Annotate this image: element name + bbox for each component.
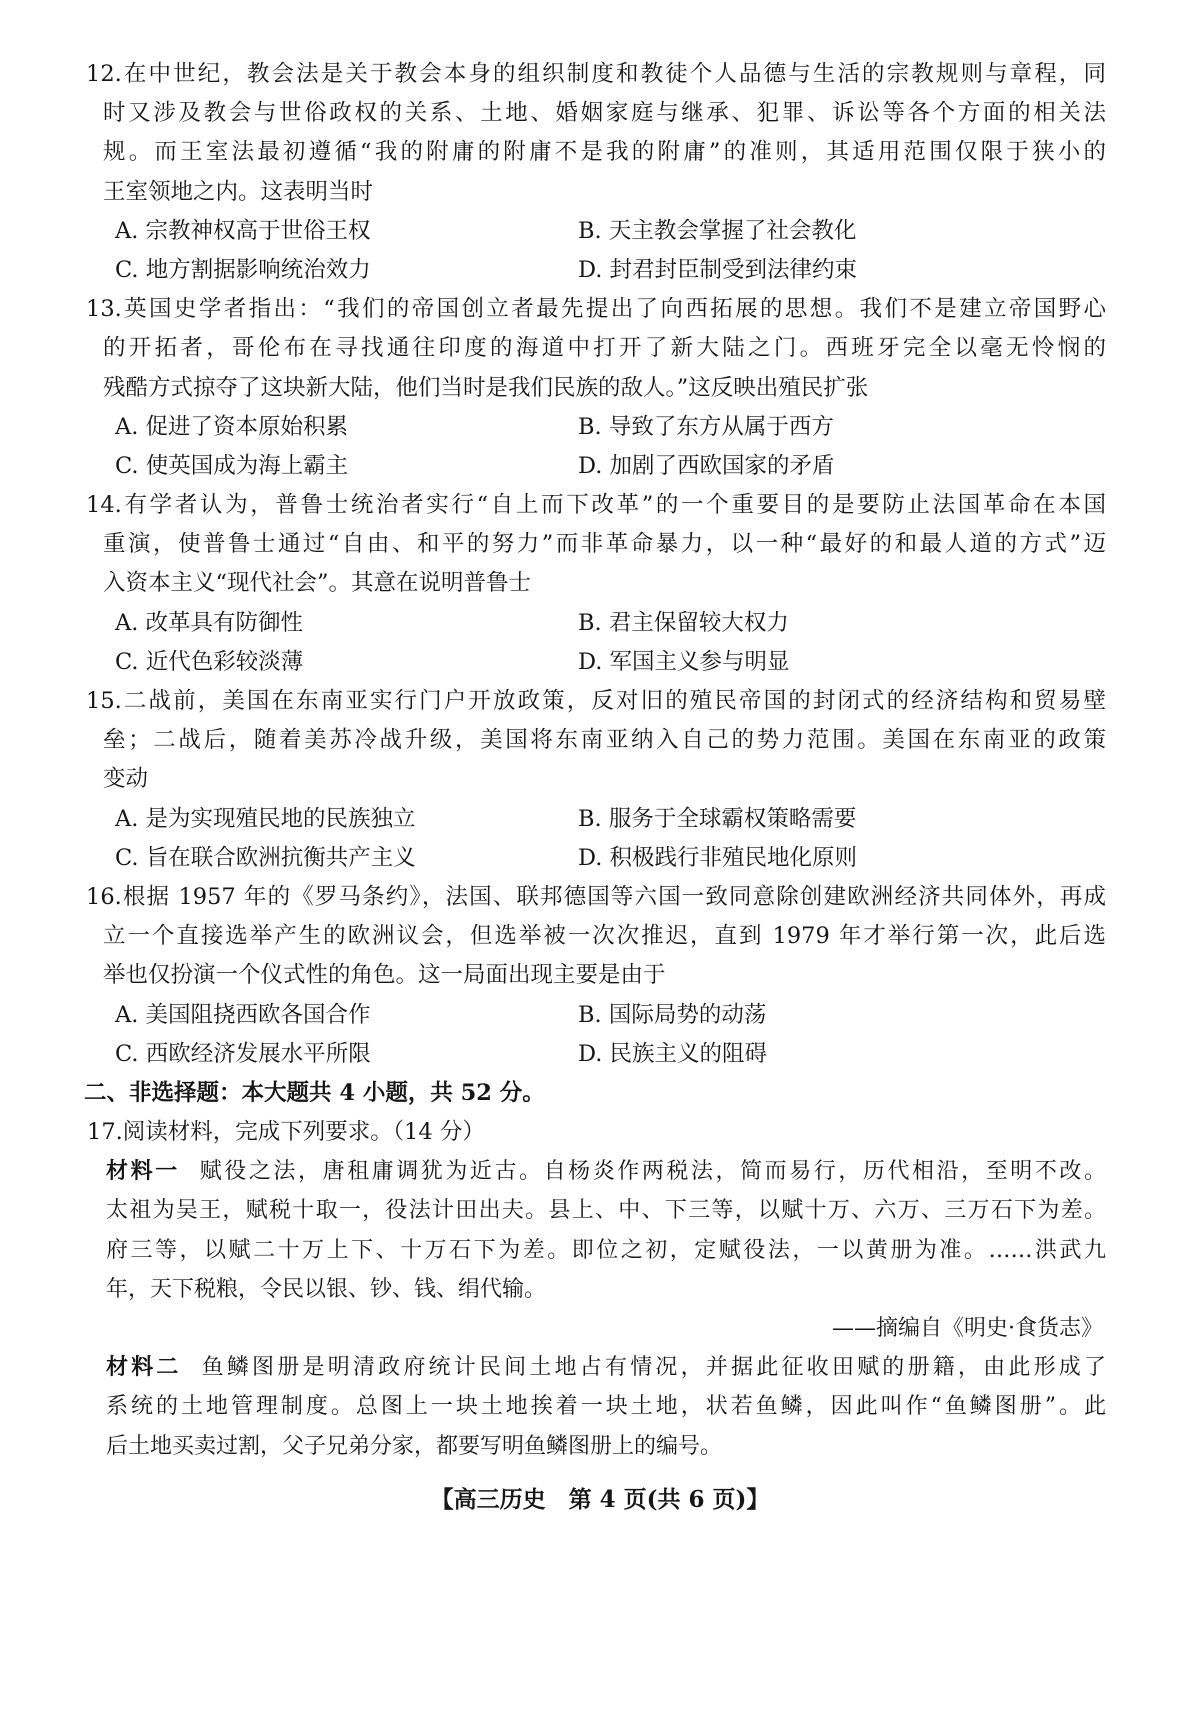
option-c: C. 使英国成为海上霸主 (115, 452, 349, 479)
options-row (115, 251, 1105, 290)
option-a: A. 促进了资本原始积累 (115, 413, 349, 440)
question-text-line: 垒；二战后，随着美苏冷战升级，美国将东南亚纳入自己的势力范围。美国在东南亚的政策 (103, 727, 1106, 754)
question-number: 12. (86, 61, 122, 87)
options-row (115, 1035, 1105, 1074)
option-c: C. 近代色彩较淡薄 (115, 648, 304, 675)
material-text-line: 系统的土地管理制度。总图上一块土地挨着一块土地，状若鱼鳞，因此叫作“鱼鳞图册”。此 (106, 1394, 1106, 1420)
material-text-line: 后土地买卖过割，父子兄弟分家，都要写明鱼鳞图册上的编号。 (106, 1433, 723, 1459)
question-number: 17. (87, 1119, 123, 1146)
material-label: 材料二 (106, 1354, 182, 1381)
material-source: ——摘编自《明史·食货志》 (832, 1316, 1103, 1341)
question-text-line (86, 486, 1106, 525)
question-17 (0, 1113, 1200, 1466)
question-text-line: 残酷方式掠夺了这块新大陆，他们当时是我们民族的敌人。”这反映出殖民扩张 (103, 374, 869, 401)
material-1 (0, 1152, 1200, 1348)
material-text-line (106, 1152, 1106, 1191)
option-d: D. 积极践行非殖民地化原则 (578, 844, 858, 871)
question-13 (0, 290, 1200, 486)
question-text-line: 变动 (103, 766, 149, 793)
option-b: B. 服务于全球霸权策略需要 (578, 805, 857, 832)
options-row (115, 604, 1105, 643)
option-b: B. 天主教会掌握了社会教化 (578, 217, 857, 244)
option-c: C. 西欧经济发展水平所限 (115, 1040, 371, 1067)
question-number: 16. (86, 883, 122, 910)
question-text-line: 重演，使普鲁士通过“自由、和平的努力”而非革命暴力，以一种“最好的和最人道的方式”迈 (103, 531, 1106, 558)
question-number: 14. (86, 492, 122, 519)
options-row (115, 447, 1105, 486)
question-text-line: 立一个直接选举产生的欧洲议会，但选举被一次次推迟，直到 1979 年才举行第一次，此后选 (103, 923, 1106, 950)
material-text-line: 府三等，以赋二十万上下、十万石下为差。即位之初，定赋役法，一以黄册为准。……洪武九 (106, 1237, 1106, 1263)
options-row (115, 212, 1105, 251)
option-b: B. 君主保留较大权力 (578, 609, 789, 636)
option-b: B. 导致了东方从属于西方 (578, 413, 834, 440)
material-text-line: 太祖为吴王，赋税十取一，役法计田出夫。县上、中、下三等，以赋十万、六万、三万石下为差。 (106, 1198, 1106, 1224)
question-text-line (86, 55, 1106, 94)
option-d: D. 封君封臣制受到法律约束 (578, 256, 858, 283)
option-d: D. 加剧了西欧国家的矛盾 (578, 452, 835, 479)
option-c: C. 旨在联合欧洲抗衡共产主义 (115, 844, 416, 871)
options-row (115, 408, 1105, 447)
material-text: 赋役之法，唐租庸调犹为近古。自杨炎作两税法，简而易行，历代相沿，至明不改。 (199, 1159, 1106, 1185)
section-heading: 二、非选择题：本大题共 4 小题，共 52 分。 (84, 1079, 545, 1106)
question-text-line: 时又涉及教会与世俗政权的关系、土地、婚姻家庭与继承、犯罪、诉讼等各个方面的相关法 (103, 100, 1106, 127)
question-text: 阅读材料，完成下列要求。（14 分） (122, 1119, 485, 1146)
material-2 (0, 1348, 1200, 1466)
option-a: A. 宗教神权高于世俗王权 (115, 217, 371, 244)
question-text: 在中世纪，教会法是关于教会本身的组织制度和教徒个人品德与生活的宗教规则与章程，同 (121, 61, 1106, 87)
option-d: D. 民族主义的阻碍 (578, 1040, 768, 1067)
option-a: A. 改革具有防御性 (115, 609, 304, 636)
question-text-line: 的开拓者，哥伦布在寻找通往印度的海道中打开了新大陆之门。西班牙完全以毫无怜悯的 (103, 335, 1106, 362)
question-text-line (86, 878, 1106, 917)
question-text: 英国史学者指出：“我们的帝国创立者最先提出了向西拓展的思想。我们不是建立帝国野心 (121, 296, 1106, 323)
question-text-line: 规。而王室法最初遵循“我的附庸的附庸不是我的附庸”的准则，其适用范围仅限于狭小的 (103, 139, 1106, 166)
question-text-line (86, 290, 1106, 329)
question-text: 有学者认为，普鲁士统治者实行“自上而下改革”的一个重要目的是要防止法国革命在本国 (121, 492, 1106, 519)
options-row (115, 839, 1105, 878)
page-footer: 【高三历史 第 4 页(共 6 页)】 (430, 1486, 770, 1513)
options-row (115, 996, 1105, 1035)
option-a: A. 美国阻挠西欧各国合作 (115, 1001, 371, 1028)
question-number: 15. (86, 688, 122, 714)
material-text: 鱼鳞图册是明清政府统计民间土地占有情况，并据此征收田赋的册籍，由此形成了 (201, 1355, 1106, 1381)
question-14 (0, 486, 1200, 682)
question-text-line: 王室领地之内。这表明当时 (103, 178, 374, 205)
question-17-prompt (87, 1113, 1107, 1152)
option-a: A. 是为实现殖民地的民族独立 (115, 805, 416, 832)
option-c: C. 地方割据影响统治效力 (115, 256, 371, 283)
option-b: B. 国际局势的动荡 (578, 1001, 767, 1028)
question-text: 根据 1957 年的《罗马条约》，法国、联邦德国等六国一致同意除创建欧洲经济共同体外，再成 (121, 883, 1106, 910)
question-16 (0, 878, 1200, 1074)
question-text-line (86, 682, 1106, 721)
question-12 (0, 55, 1200, 290)
material-label: 材料一 (106, 1158, 180, 1185)
material-text-line: 年，天下税粮，令民以银、钞、钱、绢代输。 (106, 1276, 547, 1302)
material-text-line (106, 1348, 1106, 1387)
question-text: 二战前，美国在东南亚实行门户开放政策，反对旧的殖民帝国的封闭式的经济结构和贸易壁 (121, 688, 1106, 714)
question-text-line: 入资本主义“现代社会”。其意在说明普鲁士 (103, 570, 532, 597)
option-d: D. 军国主义参与明显 (578, 648, 790, 675)
question-number: 13. (86, 296, 122, 323)
options-row (115, 643, 1105, 682)
exam-page (0, 55, 1200, 1466)
question-15 (0, 682, 1200, 878)
options-row (115, 800, 1105, 839)
question-text-line: 举也仅扮演一个仪式性的角色。这一局面出现主要是由于 (103, 962, 666, 989)
